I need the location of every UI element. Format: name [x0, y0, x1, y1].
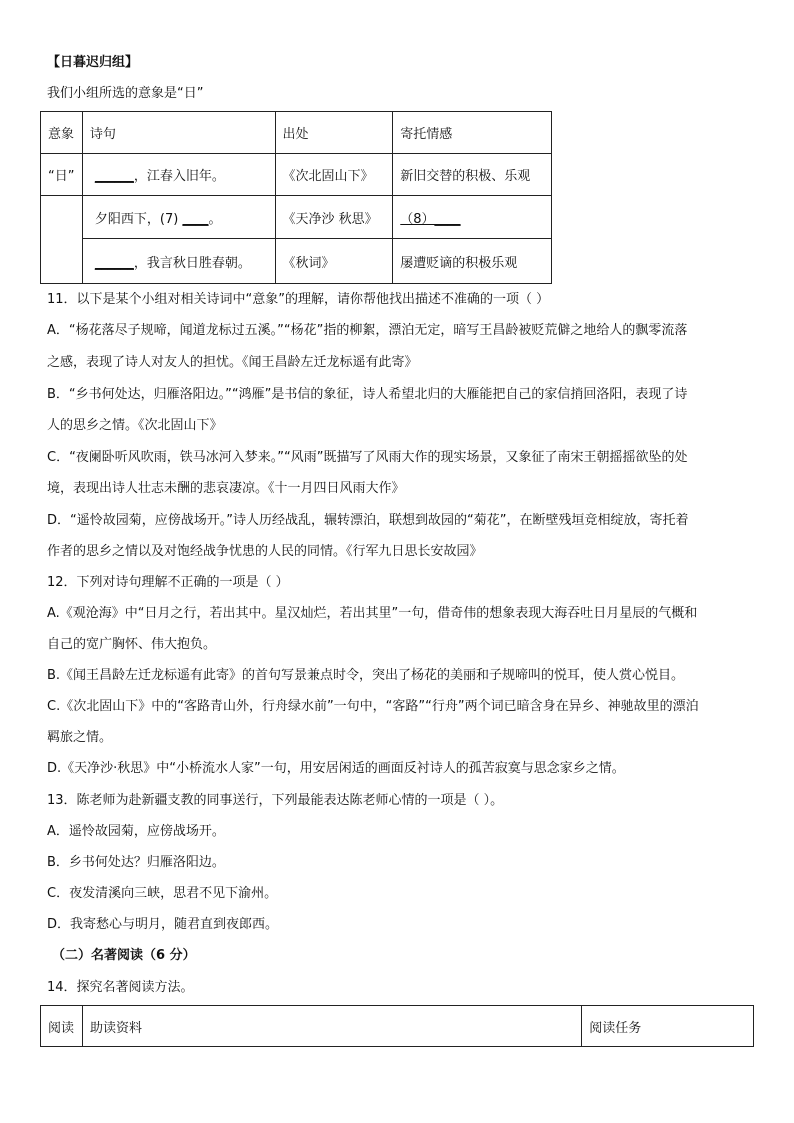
section2-heading: （二）名著阅读（6 分） [52, 948, 196, 963]
emotion-cell: 屡遭贬谪的积极乐观 [393, 239, 552, 284]
source-cell: 《秋词》 [275, 239, 393, 284]
verse-text: ，我言秋日胜春朝。 [133, 255, 251, 271]
fill-blank: （8）____ [400, 211, 461, 227]
question-line: A.《观沧海》中“日月之行，若出其中。星汉灿烂，若出其里”一句，借奇伟的想象表现大海吞吐日月星辰的气概和 [47, 606, 698, 621]
question-line: 作者的思乡之情以及对饱经战争忧患的人民的同情。《行军九日思长安故园》 [47, 544, 483, 559]
header-imagery: 意象 [41, 112, 83, 154]
imagery-cell: “日” [41, 154, 83, 196]
question-line: D．我寄愁心与明月，随君直到夜郎西。 [47, 917, 279, 932]
verse-cell [82, 196, 275, 239]
question-line: 13．陈老师为赴新疆支教的同事送行，下列最能表达陈老师心情的一项是（ ）。 [47, 793, 504, 808]
question-line: A．遥怜故园菊，应傍战场开。 [47, 824, 225, 839]
question-line: 人的思乡之情。《次北固山下》 [47, 418, 223, 433]
question-line: B．乡书何处达？归雁洛阳边。 [47, 855, 225, 870]
question-line: A．“杨花落尽子规啼，闻道龙标过五溪。”“杨花”指的柳絮，漂泊无定，暗写王昌龄被贬荒僻之地给人的飘零流落 [47, 323, 688, 338]
section-heading: 【日暮迟归组】 [47, 55, 139, 70]
question-line: C．“夜阑卧听风吹雨，铁马冰河入梦来。”“风雨”既描写了风雨大作的现实场景，又象征了南宋王朝摇摇欲坠的处 [47, 450, 688, 465]
question-line: D.《天净沙·秋思》中“小桥流水人家”一句，用安居闲适的画面反衬诗人的孤苦寂寞与思念家乡之情。 [47, 761, 625, 776]
imagery-table [40, 111, 552, 284]
source-cell: 《天净沙 秋思》 [275, 196, 393, 239]
question-line: B.《闻王昌龄左迁龙标遥有此寄》的首句写景兼点时令，突出了杨花的美丽和子规啼叫的悦耳，使人赏心悦目。 [47, 668, 685, 683]
fill-blank: ______ [94, 169, 134, 184]
q14-text: 14．探究名著阅读方法。 [47, 980, 194, 995]
verse-end: 。 [208, 211, 222, 227]
fill-blank: ______ [94, 255, 134, 271]
question-line: 羁旅之情。 [47, 730, 113, 745]
intro-text: 我们小组所选的意象是“日” [47, 86, 204, 101]
header-source: 出处 [275, 112, 393, 154]
source-cell: 《次北固山下》 [275, 154, 393, 196]
emotion-cell: 新旧交替的积极、乐观 [393, 154, 552, 196]
question-line: 11．以下是某个小组对相关诗词中“意象”的理解，请你帮他找出描述不准确的一项（ ） [47, 292, 550, 307]
verse-text: 夕阳西下，(7) [94, 211, 183, 227]
question-line: C.《次北固山下》中的“客路青山外，行舟绿水前”一句中，“客路”“行舟”两个词已暗含身在异乡、神驰故里的漂泊 [47, 699, 699, 714]
header-materials: 助读资料 [82, 1006, 581, 1047]
question-line: C．夜发清溪向三峡，思君不见下渝州。 [47, 886, 278, 901]
question-line: 之感，表现了诗人对友人的担忧。《闻王昌龄左迁龙标遥有此寄》 [47, 355, 418, 370]
reading-table [40, 1005, 754, 1047]
header-reading: 阅读 [41, 1006, 83, 1047]
verse-text: ，江春入旧年。 [133, 169, 225, 184]
emotion-cell [393, 196, 552, 239]
question-line: 自己的宽广胸怀、伟大抱负。 [47, 637, 217, 652]
verse-cell [82, 154, 275, 196]
question-line: D．“遥怜故园菊，应傍战场开。”诗人历经战乱，辗转漂泊，联想到故园的“菊花”，在断壁残垣竞相绽放，寄托着 [47, 513, 689, 528]
fill-blank: ____ [182, 211, 209, 227]
question-line: 12．下列对诗句理解不正确的一项是（ ） [47, 575, 289, 590]
header-emotion: 寄托情感 [393, 112, 552, 154]
question-line: B．“乡书何处达，归雁洛阳边。”“鸿雁”是书信的象征，诗人希望北归的大雁能把自己的家信捎回洛阳，表现了诗 [47, 387, 688, 402]
verse-cell [82, 239, 275, 284]
question-line: 境，表现出诗人壮志未酬的悲哀凄凉。《十一月四日风雨大作》 [47, 481, 405, 496]
header-verse: 诗句 [82, 112, 275, 154]
imagery-cell-empty [41, 196, 83, 284]
header-task: 阅读任务 [582, 1006, 754, 1047]
